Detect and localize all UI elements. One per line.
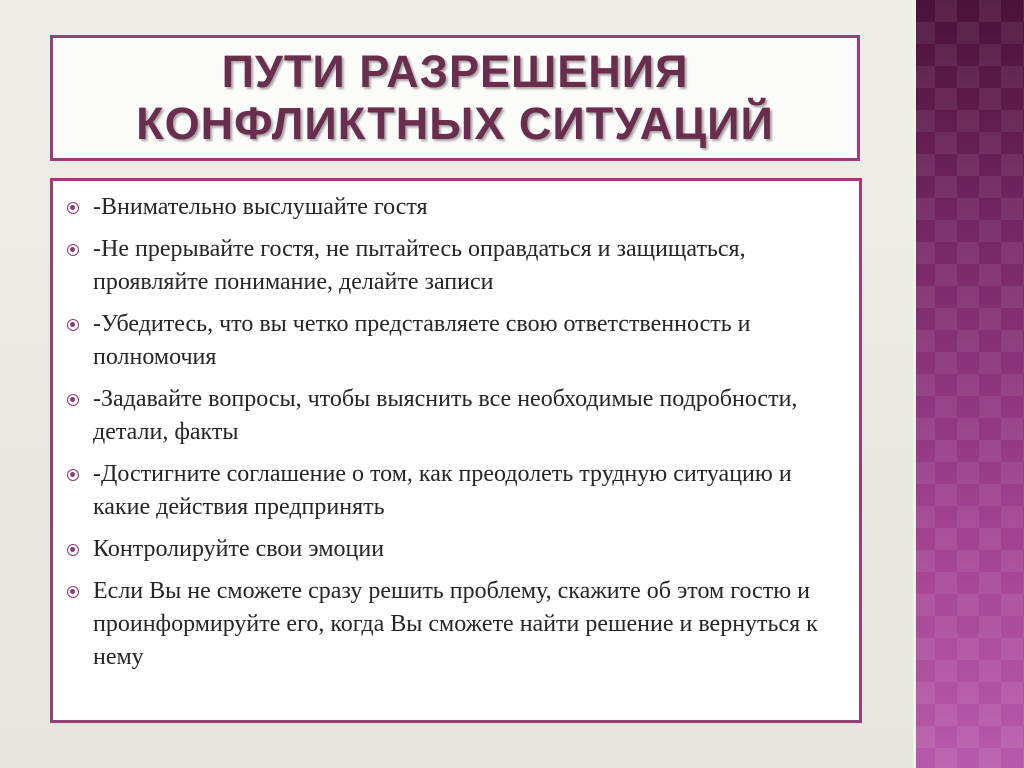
bullet-item [67, 533, 843, 566]
bullet-item [67, 575, 843, 674]
bullet-text: -Не прерывайте гостя, не пытайтесь оправдаться и защищаться, проявляйте понимание, делайте записи [93, 236, 746, 295]
circle-dot-bullet-icon [67, 544, 79, 556]
circle-dot-bullet-icon [67, 244, 79, 256]
slide-title-line-2: КОНФЛИКТНЫХ СИТУАЦИЙ [136, 98, 774, 149]
bullet-text: -Внимательно выслушайте гостя [93, 194, 428, 220]
circle-dot-bullet-icon [67, 202, 79, 214]
slide-title [136, 46, 774, 150]
side-band-edge [913, 0, 916, 768]
circle-dot-bullet-icon [67, 394, 79, 406]
bullet-item [67, 458, 843, 524]
circle-dot-bullet-icon [67, 319, 79, 331]
bullet-text: Контролируйте свои эмоции [93, 536, 385, 562]
content-placeholder[interactable] [50, 178, 862, 723]
bullet-text: -Достигните соглашение о том, как преодолеть трудную ситуацию и какие действия предпринять [93, 461, 792, 520]
decorative-side-band [913, 0, 1024, 768]
bullet-text: -Задавайте вопросы, чтобы выяснить все необходимые подробности, детали, факты [93, 386, 798, 445]
bullet-item [67, 233, 843, 299]
diamond-pattern [913, 0, 1024, 768]
bullet-item [67, 383, 843, 449]
bullet-text: Если Вы не сможете сразу решить проблему, скажите об этом гостю и проинформируйте его, когда Вы сможете найти решение и вернуться к нему [93, 578, 818, 670]
bullet-item [67, 308, 843, 374]
bullet-text: -Убедитесь, что вы четко представляете свою ответственность и полномочия [93, 311, 751, 370]
circle-dot-bullet-icon [67, 469, 79, 481]
title-placeholder[interactable] [50, 35, 860, 161]
bullet-item [67, 191, 843, 224]
bullet-list [67, 191, 843, 674]
circle-dot-bullet-icon [67, 586, 79, 598]
slide-title-line-1: ПУТИ РАЗРЕШЕНИЯ [221, 46, 689, 97]
